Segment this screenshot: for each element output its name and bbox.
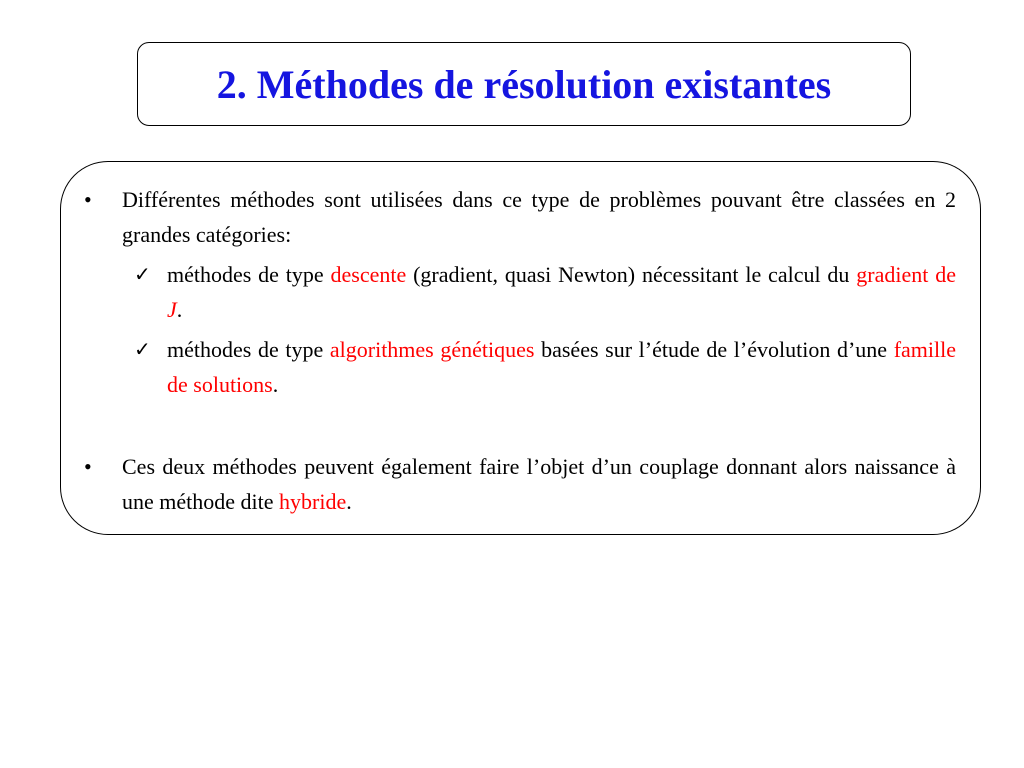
highlight-famille: famille de solutions	[167, 337, 957, 397]
subitem-2-part-1: méthodes de type	[167, 337, 330, 362]
highlight-descente: descente	[330, 262, 407, 287]
checkmark-icon: ✓	[134, 337, 151, 361]
subitem-1-part-1: méthodes de type	[167, 262, 331, 287]
slide-title: 2. Méthodes de résolution existantes	[216, 61, 832, 107]
bullet-2-part-1: Ces deux méthodes peuvent également faire l’objet d’un couplage donnant alors naissance à une méthode dite	[122, 454, 956, 514]
bullet-icon: •	[84, 187, 92, 212]
highlight-algorithmes: algorithmes génétiques	[329, 337, 535, 362]
title-box	[137, 42, 911, 126]
bullet-1-text: Différentes méthodes sont utilisées dans ce type de problèmes pouvant être classées en 2 grandes catégories:	[122, 187, 956, 247]
bullet-2-part-2: .	[346, 489, 352, 514]
bullet-2-text	[122, 449, 956, 519]
subitem-1-part-3: .	[176, 297, 183, 322]
subitem-1-part-2: (gradient, quasi Newton) nécessitant le calcul du	[406, 262, 857, 287]
bullet-icon: •	[84, 454, 92, 479]
subitem-2-part-3: .	[272, 372, 279, 397]
checkmark-icon: ✓	[134, 262, 151, 286]
subitem-2-part-2: basées sur l’étude de l’évolution d’une	[534, 337, 894, 362]
highlight-gradient: gradient de	[856, 262, 956, 287]
highlight-hybride: hybride	[279, 489, 347, 514]
highlight-gradient-variable: J	[167, 297, 177, 322]
subitem-1-text	[167, 257, 956, 327]
subitem-2-text	[167, 332, 956, 402]
